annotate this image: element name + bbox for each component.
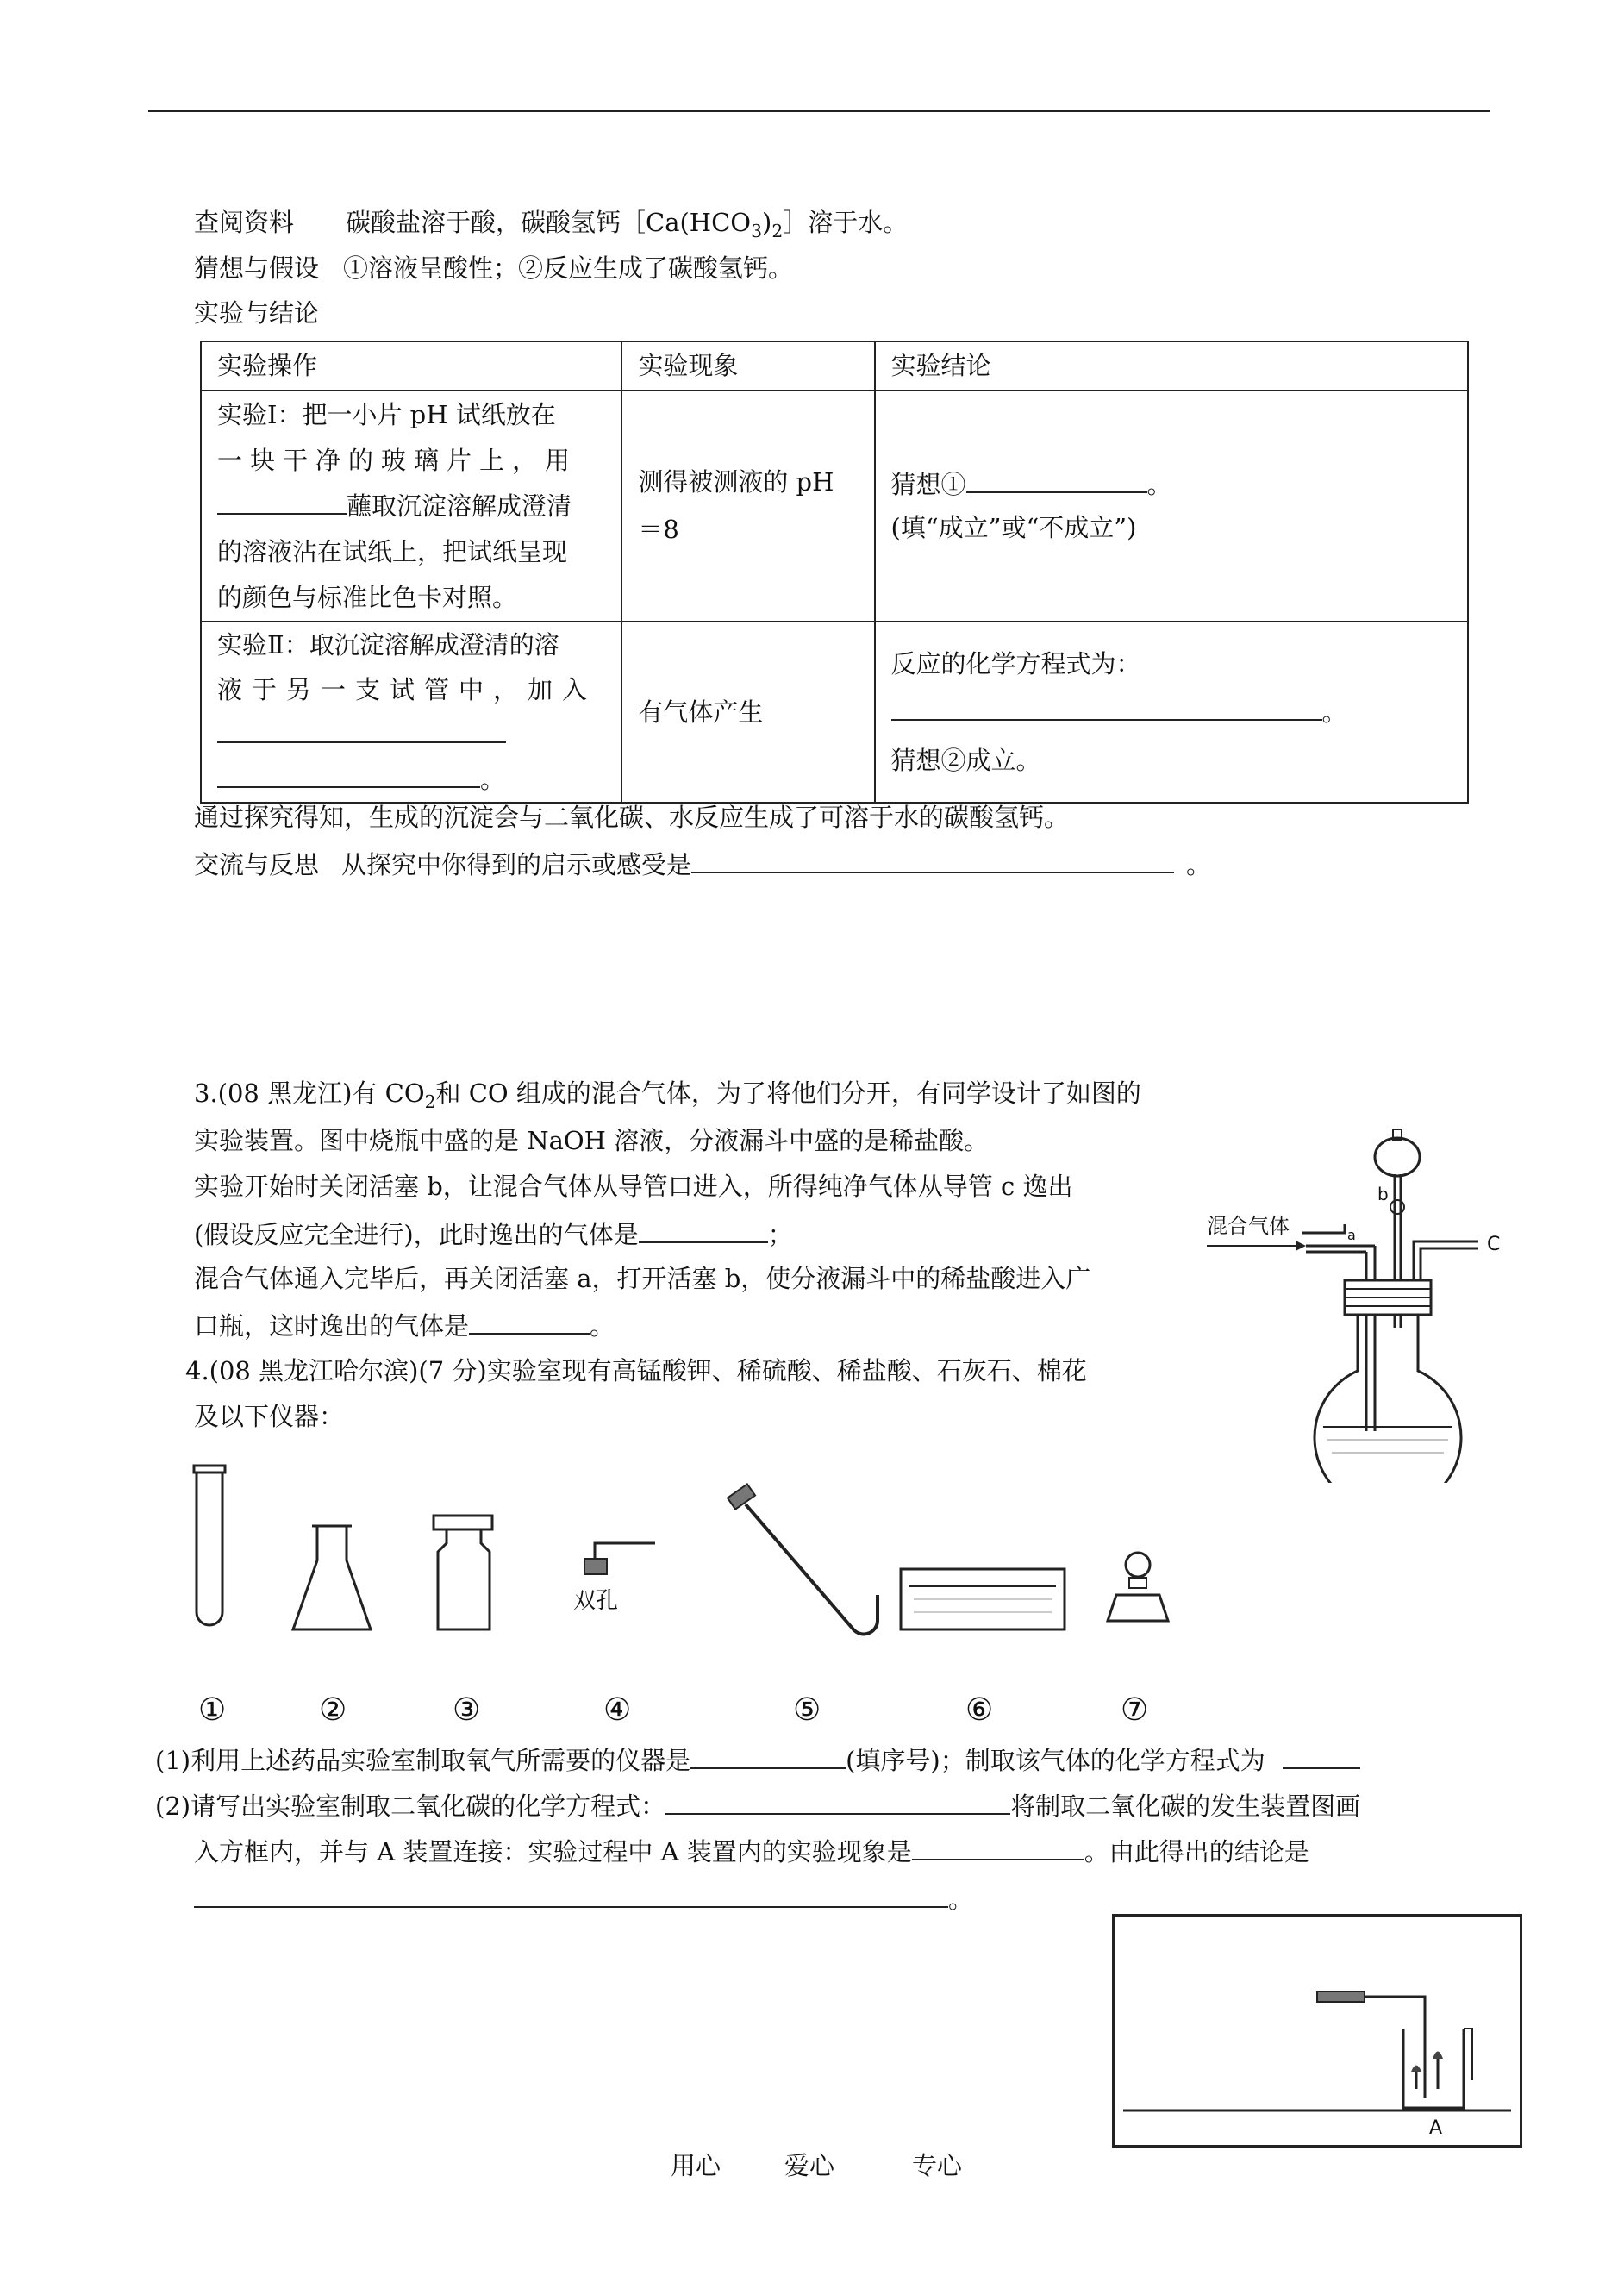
separatory-funnel-icon <box>1375 1138 1420 1176</box>
footer-part2: 爱心 <box>784 2151 835 2180</box>
row2-op-line4: 。 <box>217 757 605 802</box>
q4-sub2-line2: 入方框内，并与 A 装置连接：实验过程中 A 装置内的实验现象是 。由此得出的结论是 <box>194 1835 1309 1867</box>
conclusion-blank[interactable] <box>194 1882 948 1908</box>
conical-flask-icon <box>293 1526 371 1629</box>
row1-phenomenon <box>621 391 874 622</box>
reflection-blank[interactable] <box>691 847 1174 873</box>
row1-op-line3: 蘸取沉淀溶解成澄清 <box>217 484 605 529</box>
experiment-table <box>200 341 1469 804</box>
instrument-number: ② <box>319 1692 347 1728</box>
row1-phen-line1: 测得被测液的 pH <box>638 467 834 497</box>
beaker-a-apparatus <box>1115 1917 1520 2145</box>
drawing-box[interactable] <box>1112 1914 1522 2148</box>
row1-concl-line1: 猜想① 。 <box>891 463 1452 506</box>
instrument-number: ① <box>198 1692 227 1728</box>
label-c: C <box>1487 1234 1501 1255</box>
water-trough-icon <box>901 1569 1065 1629</box>
footer-part3: 专心 <box>912 2151 963 2180</box>
row1-operation <box>201 391 621 622</box>
q3-line6: 口瓶，这时逸出的气体是 。 <box>194 1309 615 1341</box>
q3-line4: (假设反应完全进行)，此时逸出的气体是 ； <box>194 1217 793 1250</box>
label-b: b <box>1377 1184 1389 1204</box>
instrument-number: ③ <box>453 1692 481 1728</box>
q3-line3: 实验开始时关闭活塞 b，让混合气体从导管口进入，所得纯净气体从导管 c 逸出 <box>194 1172 1073 1201</box>
oxygen-equation-blank[interactable] <box>1283 1743 1360 1769</box>
header-conclusion: 实验结论 <box>875 341 1468 391</box>
reflection-line: 交流与反思 从探究中你得到的启示或感受是 。 <box>194 847 1211 880</box>
row2-conclusion <box>875 622 1468 803</box>
apparatus-label-a: A <box>1429 2117 1443 2139</box>
reagent-blank-2[interactable] <box>217 762 480 788</box>
stopcock-b-icon <box>1390 1200 1404 1214</box>
alcohol-lamp-icon <box>1108 1553 1168 1621</box>
gas-jar-icon <box>434 1516 492 1629</box>
q3-line5: 混合气体通入完毕后，再关闭活塞 a，打开活塞 b，使分液漏斗中的稀盐酸进入广 <box>194 1264 1091 1293</box>
instrument-number: ⑤ <box>793 1692 821 1728</box>
row2-reagent-blank-1 <box>217 712 605 757</box>
table-row <box>201 622 1468 803</box>
row1-op-line4: 的溶液沾在试纸上，把试纸呈现 <box>217 536 568 566</box>
row2-op-line2: 液于另一支试管中，加入 <box>217 675 597 704</box>
q4-line1: 4.(08 黑龙江哈尔滨)(7 分)实验室现有高锰酸钾、稀硫酸、稀盐酸、石灰石、棉花 <box>185 1356 1087 1385</box>
footer-part1: 用心 <box>671 2151 721 2180</box>
q4-sub1: (1)利用上述药品实验室制取氧气所需要的仪器是 (填序号)；制取该气体的化学方程式为 <box>155 1743 1360 1776</box>
oxygen-instruments-blank[interactable] <box>690 1743 846 1769</box>
mixed-gas-label: 混合气体 <box>1207 1214 1290 1238</box>
hypothesis-line <box>194 253 793 284</box>
q4-line2: 及以下仪器： <box>194 1402 345 1431</box>
two-hole-stopper-icon <box>584 1543 655 1574</box>
row2-concl-line3: 猜想②成立。 <box>890 746 1041 775</box>
table-row <box>201 391 1468 622</box>
instrument-number: ⑦ <box>1121 1692 1149 1728</box>
q4-sub2-line3: 。 <box>194 1882 973 1915</box>
row2-operation <box>201 622 621 803</box>
reflection-label: 交流与反思 <box>194 850 320 879</box>
reflection-text: 从探究中你得到的启示或感受是 <box>341 850 692 879</box>
row2-equation-line: 。 <box>891 688 1452 736</box>
row1-op-line1: 实验Ⅰ：把一小片 pH 试纸放在 <box>217 399 556 429</box>
q3-gas-blank-1[interactable] <box>639 1217 768 1243</box>
q3-line2: 实验装置。图中烧瓶中盛的是 NaOH 溶液，分液漏斗中盛的是稀盐酸。 <box>194 1126 990 1155</box>
row1-concl-line2: (填“成立”或“不成立”) <box>890 513 1137 542</box>
after-table-text: 通过探究得知，生成的沉淀会与二氧化碳、水反应生成了可溶于水的碳酸氢钙。 <box>194 803 1070 832</box>
header-operation: 实验操作 <box>201 341 621 391</box>
round-flask-icon <box>1315 1315 1461 1483</box>
test-tube-icon <box>194 1466 225 1625</box>
experiment-label: 实验与结论 <box>194 298 320 328</box>
beaker-icon <box>1403 2029 1464 2108</box>
delivery-tube-icon <box>728 1484 878 1634</box>
hypothesis1-blank[interactable] <box>966 467 1147 493</box>
q3-line1: 3.(08 黑龙江)有 $CO_2$和 CO 组成的混合气体，为了将他们分开，有同学设计了如图的 <box>194 1079 1141 1112</box>
label-a: a <box>1347 1227 1356 1243</box>
lookup-line <box>194 207 908 247</box>
q4-sub2: (2)请写出实验室制取二氧化碳的化学方程式： 将制取二氧化碳的发生装置图画 <box>155 1789 1360 1822</box>
q3-gas-blank-2[interactable] <box>469 1309 590 1335</box>
header-rule <box>148 110 1490 112</box>
two-hole-label: 双孔 <box>573 1588 619 1614</box>
phenomenon-blank[interactable] <box>912 1835 1084 1860</box>
instrument-number: ④ <box>603 1692 632 1728</box>
row1-conclusion <box>875 391 1468 622</box>
row2-concl-line1: 反应的化学方程式为： <box>890 649 1141 678</box>
instruments-row <box>172 1457 1207 1742</box>
reagent-blank[interactable] <box>217 717 506 743</box>
row1-op-line5: 的颜色与标准比色卡对照。 <box>217 582 518 612</box>
lookup-label: 查阅资料 <box>194 208 295 237</box>
row2-op-line1: 实验Ⅱ：取沉淀溶解成澄清的溶 <box>217 630 559 660</box>
table-header-row <box>201 341 1468 391</box>
equation-blank[interactable] <box>891 695 1322 721</box>
row1-phen-line2: ＝8 <box>638 515 679 544</box>
co2-equation-blank[interactable] <box>665 1789 1010 1815</box>
hypothesis-text: ①溶液呈酸性；②反应生成了碳酸氢钙。 <box>343 253 794 283</box>
row2-phenomenon: 有气体产生 <box>621 622 874 803</box>
separation-apparatus-diagram <box>1194 1121 1513 1483</box>
instrument-number: ⑥ <box>965 1692 994 1728</box>
lookup-text: 碳酸盐溶于酸，碳酸氢钙$[Ca(HCO_3)_2]$溶于水。 <box>346 208 909 241</box>
row1-op-line2: 一块干净的玻璃片上，用 <box>217 445 578 475</box>
header-phenomenon: 实验现象 <box>621 341 874 391</box>
connector-tube-icon <box>1317 1992 1365 2002</box>
row1-tool-blank[interactable] <box>217 489 347 515</box>
hypothesis-label: 猜想与假设 <box>194 253 320 283</box>
